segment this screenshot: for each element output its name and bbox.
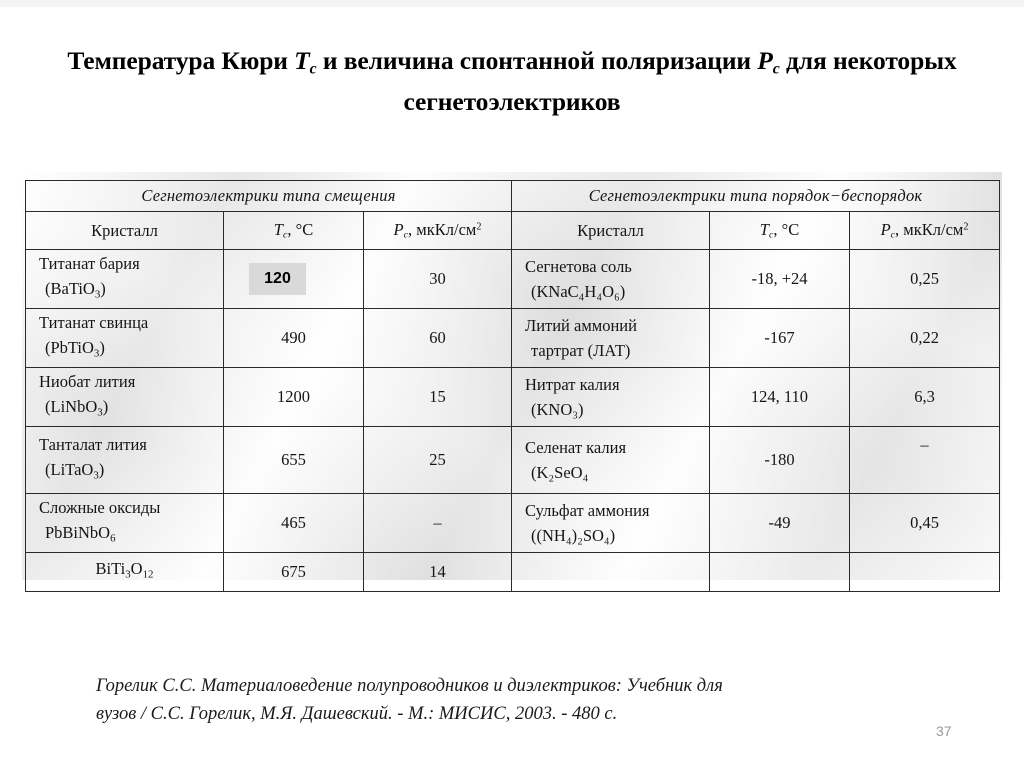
cell-tc-right: -18, +24 (710, 250, 850, 309)
cell-crystal-left: Сложные оксиды PbBiNbO$_6$ (26, 494, 224, 553)
cell-pc-left: – (364, 494, 512, 553)
cell-crystal-right: Нитрат калия (KNO₃) (512, 368, 710, 427)
crystal-formula: (K₂SeO₄ (531, 463, 589, 482)
column-header-tc-right: $T_c$, °C (710, 212, 850, 250)
slide-page-number: 37 (936, 723, 952, 739)
column-header-pc-right: $P_c$, мкКл/$см^2$ (850, 212, 1000, 250)
citation-line-1: Горелик С.С. Материаловедение полупроводников и диэлектриков: Учебник для (96, 676, 723, 696)
cell-pc-left: 14 (364, 553, 512, 592)
ferroelectrics-table-figure (22, 172, 1002, 580)
crystal-formula: (LiNbO$_3$) (45, 396, 109, 419)
cell-pc-left: 25 (364, 427, 512, 494)
cell-crystal-left: Титанат свинца (PbTiO$_3$) (26, 309, 224, 368)
title-variable-tc: $T_c$ (294, 46, 317, 78)
cell-tc-left: 655 (224, 427, 364, 494)
cell-tc-right: -49 (710, 494, 850, 553)
cell-pc-right: 0,45 (850, 494, 1000, 553)
table-row (26, 553, 1000, 592)
cell-crystal-right: Селенат калия (K₂SeO₄ (512, 427, 710, 494)
crystal-formula: (BaTiO$_3$) (45, 278, 106, 301)
cell-tc-left (224, 250, 364, 309)
crystal-formula: $BiTi_3O_{12}$ (95, 559, 154, 581)
source-citation (96, 672, 926, 728)
cell-crystal-right-empty (512, 553, 710, 592)
group-header-displacive: Сегнетоэлектрики типа смещения (26, 181, 512, 212)
page-title (60, 44, 964, 118)
ferroelectrics-table (25, 180, 1000, 592)
title-text-part3: для некоторых сегнетоэлектриков (403, 46, 957, 117)
cell-pc-left: 30 (364, 250, 512, 309)
cell-crystal-right: Сегнетова соль (KNaC₄H₄O₆) (512, 250, 710, 309)
column-header-tc-left: $T_c$, °C (224, 212, 364, 250)
highlighted-value: 120 (249, 263, 306, 295)
cell-pc-left: 60 (364, 309, 512, 368)
crystal-formula: (KNO₃) (531, 400, 584, 419)
top-edge-band (0, 0, 1024, 7)
cell-crystal-right: Литий аммоний тартрат (ЛАТ) (512, 309, 710, 368)
crystal-formula: (KNaC₄H₄O₆) (531, 282, 626, 301)
cell-crystal-left: Танталат лития (LiTaO$_3$) (26, 427, 224, 494)
cell-tc-left: 490 (224, 309, 364, 368)
column-header-crystal-left: Кристалл (26, 212, 224, 250)
cell-pc-left: 15 (364, 368, 512, 427)
cell-tc-right-empty (710, 553, 850, 592)
table-row (26, 368, 1000, 427)
cell-tc-right: 124, 110 (710, 368, 850, 427)
table-group-header-row (26, 181, 1000, 212)
cell-crystal-left: Титанат бария (BaTiO$_3$) (26, 250, 224, 309)
citation-line-2: вузов / С.С. Горелик, М.Я. Дашевский. - М.: МИСИС, 2003. - 480 с. (96, 704, 618, 724)
table-row (26, 309, 1000, 368)
table-row (26, 250, 1000, 309)
cell-tc-left: 1200 (224, 368, 364, 427)
cell-tc-right: -180 (710, 427, 850, 494)
cell-crystal-left (26, 553, 224, 592)
table-row (26, 427, 1000, 494)
cell-pc-right: 6,3 (850, 368, 1000, 427)
cell-tc-left: 465 (224, 494, 364, 553)
cell-pc-right: 0,25 (850, 250, 1000, 309)
column-header-pc-left: $P_c$, мкКл/$см^2$ (364, 212, 512, 250)
crystal-formula: PbBiNbO$_6$ (45, 522, 116, 545)
cell-pc-right: – (850, 427, 1000, 494)
title-variable-pc: $P_c$ (757, 46, 780, 78)
cell-tc-left: 675 (224, 553, 364, 592)
crystal-formula: ((NH₄)₂SO₄) (531, 526, 616, 545)
cell-crystal-left: Ниобат лития (LiNbO$_3$) (26, 368, 224, 427)
table-column-header-row (26, 212, 1000, 250)
crystal-formula: (LiTaO$_3$) (45, 459, 105, 482)
cell-crystal-right: Сульфат аммония ((NH₄)₂SO₄) (512, 494, 710, 553)
title-text-part1: Температура Кюри (67, 46, 288, 75)
cell-pc-right: 0,22 (850, 309, 1000, 368)
group-header-order-disorder: Сегнетоэлектрики типа порядок−беспорядок (512, 181, 1000, 212)
table-row (26, 494, 1000, 553)
cell-tc-right: -167 (710, 309, 850, 368)
column-header-crystal-right: Кристалл (512, 212, 710, 250)
title-text-part2: и величина спонтанной поляризации (322, 46, 752, 75)
crystal-formula: (PbTiO$_3$) (45, 337, 105, 360)
crystal-formula: тартрат (ЛАТ) (531, 341, 631, 360)
cell-pc-right-empty (850, 553, 1000, 592)
